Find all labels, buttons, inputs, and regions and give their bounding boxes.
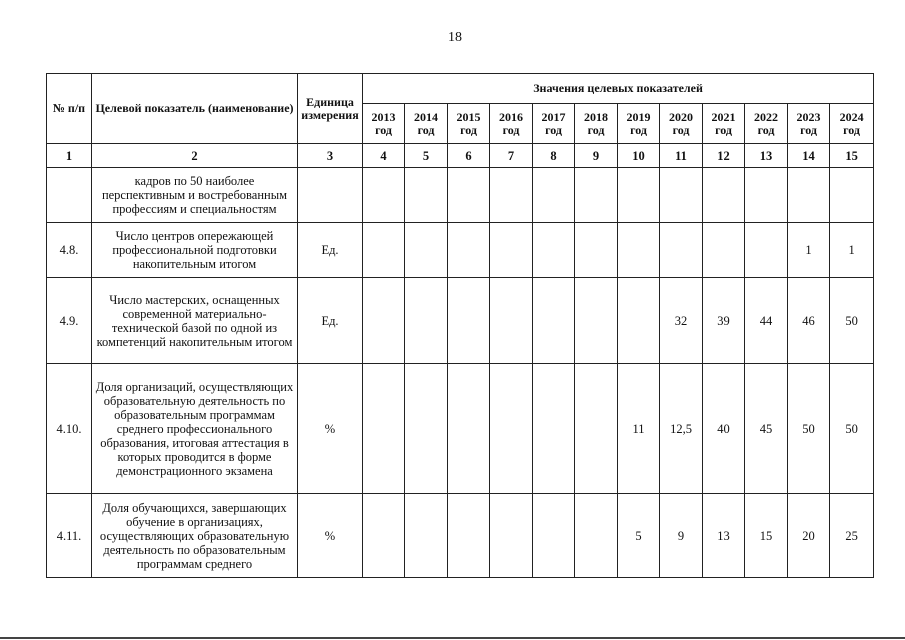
column-number-6: 6 [448, 144, 490, 168]
row-number [47, 168, 92, 223]
row-number: 4.11. [47, 494, 92, 578]
value-cell-2019: 5 [618, 494, 660, 578]
value-cell-2023: 1 [788, 223, 830, 278]
unit-cell: Ед. [298, 278, 363, 364]
value-cell-2021 [703, 223, 745, 278]
column-number-3: 3 [298, 144, 363, 168]
value-cell-2014 [405, 223, 448, 278]
year-label: 2018 [584, 109, 608, 124]
header-year-2016 [490, 104, 533, 144]
column-number-8: 8 [533, 144, 575, 168]
year-suffix: год [417, 122, 435, 137]
value-cell-2016 [490, 494, 533, 578]
value-cell-2020: 32 [660, 278, 703, 364]
header-unit: Единица измерения [298, 74, 363, 144]
row-number: 4.10. [47, 364, 92, 494]
year-label: 2015 [456, 109, 481, 124]
row-number: 4.9. [47, 278, 92, 364]
year-suffix: год [545, 122, 562, 137]
value-cell-2020 [660, 223, 703, 278]
column-number-7: 7 [490, 144, 533, 168]
indicator-name: Доля организаций, осуществляющих образовательную деятельность по образовательным программам среднего профессионального образования, итоговая аттестация в которых проводится в форме демонстрационного экзамена [92, 364, 298, 494]
value-cell-2013 [363, 494, 405, 578]
header-num: № п/п [47, 74, 92, 144]
header-indicator: Целевой показатель (наименование) [92, 74, 298, 144]
indicator-name: Число центров опережающей профессиональной подготовки накопительным итогом [92, 223, 298, 278]
value-cell-2016 [490, 364, 533, 494]
value-cell-2017 [533, 494, 575, 578]
indicator-name: кадров по 50 наиболее перспективным и востребованным профессиям и специальностям [92, 168, 298, 223]
value-cell-2022 [745, 223, 788, 278]
value-cell-2020 [660, 168, 703, 223]
value-cell-2019 [618, 168, 660, 223]
value-cell-2013 [363, 278, 405, 364]
column-number-2: 2 [92, 144, 298, 168]
value-cell-2017 [533, 278, 575, 364]
value-cell-2018 [575, 278, 618, 364]
value-cell-2022 [745, 168, 788, 223]
value-cell-2017 [533, 168, 575, 223]
value-cell-2013 [363, 364, 405, 494]
table-row [47, 278, 874, 364]
value-cell-2015 [448, 223, 490, 278]
value-cell-2014 [405, 168, 448, 223]
header-year-2013 [363, 104, 405, 144]
value-cell-2019 [618, 223, 660, 278]
value-cell-2024: 50 [830, 364, 874, 494]
value-cell-2020: 12,5 [660, 364, 703, 494]
column-number-10: 10 [618, 144, 660, 168]
year-suffix: год [672, 122, 690, 137]
table-row [47, 168, 874, 223]
value-cell-2021: 39 [703, 278, 745, 364]
value-cell-2022: 15 [745, 494, 788, 578]
value-cell-2016 [490, 223, 533, 278]
column-number-14: 14 [788, 144, 830, 168]
column-number-15: 15 [830, 144, 874, 168]
value-cell-2022: 44 [745, 278, 788, 364]
year-suffix: год [460, 122, 477, 137]
value-cell-2015 [448, 494, 490, 578]
value-cell-2024: 50 [830, 278, 874, 364]
value-cell-2015 [448, 364, 490, 494]
value-cell-2014 [405, 278, 448, 364]
year-suffix: год [843, 122, 860, 137]
header-year-2023 [788, 104, 830, 144]
value-cell-2019 [618, 278, 660, 364]
page-bottom-edge [0, 637, 905, 639]
year-label: 2019 [626, 109, 651, 124]
header-year-2020 [660, 104, 703, 144]
column-number-5: 5 [405, 144, 448, 168]
year-suffix: год [757, 122, 775, 137]
value-cell-2015 [448, 168, 490, 223]
year-suffix: год [630, 122, 647, 137]
value-cell-2016 [490, 168, 533, 223]
year-label: 2013 [371, 109, 396, 124]
header-year-2019 [618, 104, 660, 144]
table-row [47, 494, 874, 578]
column-number-1: 1 [47, 144, 92, 168]
year-suffix: год [587, 122, 605, 137]
year-label: 2022 [754, 109, 778, 124]
value-cell-2021: 13 [703, 494, 745, 578]
value-cell-2014 [405, 364, 448, 494]
value-cell-2013 [363, 223, 405, 278]
year-label: 2017 [541, 109, 566, 124]
year-label: 2024 [839, 109, 864, 124]
column-number-4: 4 [363, 144, 405, 168]
year-suffix: год [375, 122, 392, 137]
header-year-2015 [448, 104, 490, 144]
column-number-9: 9 [575, 144, 618, 168]
value-cell-2013 [363, 168, 405, 223]
table-row [47, 364, 874, 494]
value-cell-2017 [533, 364, 575, 494]
unit-cell: % [298, 364, 363, 494]
header-year-2018 [575, 104, 618, 144]
indicator-name: Число мастерских, оснащенных современной материально-технической базой по одной из компетенций накопительным итогом [92, 278, 298, 364]
year-label: 2023 [796, 109, 821, 124]
page-number: 18 [448, 30, 462, 45]
value-cell-2018 [575, 494, 618, 578]
column-number-12: 12 [703, 144, 745, 168]
unit-cell [298, 168, 363, 223]
year-label: 2021 [711, 109, 736, 124]
header-year-2017 [533, 104, 575, 144]
header-year-2024 [830, 104, 874, 144]
value-cell-2018 [575, 168, 618, 223]
header-year-2021 [703, 104, 745, 144]
value-cell-2021 [703, 168, 745, 223]
year-label: 2016 [499, 109, 523, 124]
column-number-11: 11 [660, 144, 703, 168]
year-suffix: год [800, 122, 817, 137]
value-cell-2016 [490, 278, 533, 364]
unit-cell: % [298, 494, 363, 578]
value-cell-2023: 46 [788, 278, 830, 364]
header-year-2014 [405, 104, 448, 144]
value-cell-2024: 1 [830, 223, 874, 278]
value-cell-2024: 25 [830, 494, 874, 578]
value-cell-2017 [533, 223, 575, 278]
table-row [47, 223, 874, 278]
header-values-group: Значения целевых показателей [363, 74, 874, 104]
value-cell-2020: 9 [660, 494, 703, 578]
indicator-name: Доля обучающихся, завершающих обучение в организациях, осуществляющих образовательную деятельность по образовательным программам среднего [92, 494, 298, 578]
value-cell-2023: 50 [788, 364, 830, 494]
value-cell-2018 [575, 364, 618, 494]
target-indicators-table [46, 73, 874, 578]
row-number: 4.8. [47, 223, 92, 278]
year-label: 2014 [414, 109, 438, 124]
column-number-13: 13 [745, 144, 788, 168]
year-suffix: год [715, 122, 732, 137]
value-cell-2021: 40 [703, 364, 745, 494]
value-cell-2014 [405, 494, 448, 578]
value-cell-2023 [788, 168, 830, 223]
value-cell-2018 [575, 223, 618, 278]
year-suffix: год [502, 122, 520, 137]
value-cell-2023: 20 [788, 494, 830, 578]
header-year-2022 [745, 104, 788, 144]
unit-cell: Ед. [298, 223, 363, 278]
value-cell-2019: 11 [618, 364, 660, 494]
value-cell-2024 [830, 168, 874, 223]
year-label: 2020 [669, 109, 693, 124]
value-cell-2015 [448, 278, 490, 364]
value-cell-2022: 45 [745, 364, 788, 494]
